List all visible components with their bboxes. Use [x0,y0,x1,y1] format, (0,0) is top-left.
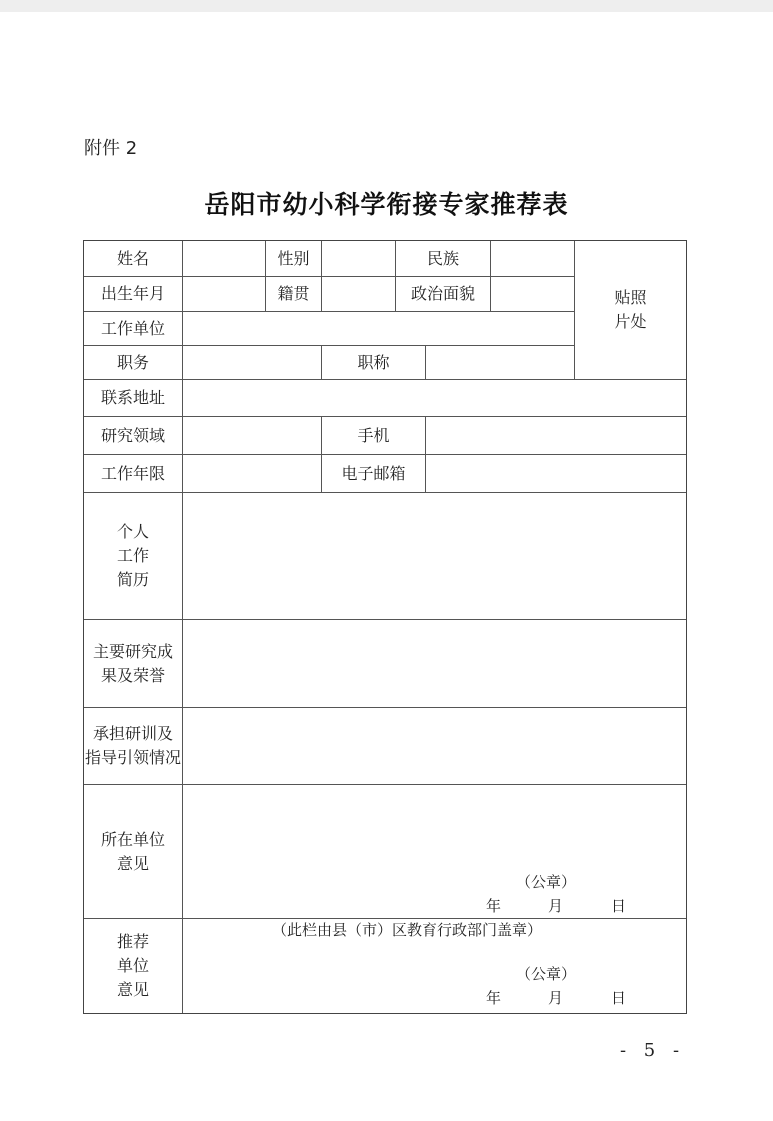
photo-label-line1: 贴照 [614,288,647,307]
label-unit-opinion [84,785,182,918]
work-years-field[interactable] [183,455,321,492]
unit-month-label: 月 [548,897,564,915]
recommend-label-line1: 推荐 [116,932,149,951]
label-gender: 性别 [277,248,310,268]
resume-field[interactable] [183,493,686,619]
label-political-status: 政治面貌 [410,284,475,303]
page-number: - 5 - [620,1040,686,1061]
label-resume [84,493,182,619]
label-training [84,708,182,784]
recommend-seal-label: （公章） [516,965,577,983]
photo-label-line2: 片处 [614,312,647,331]
label-research-field: 研究领域 [100,425,165,445]
label-work-unit: 工作单位 [100,318,165,338]
training-label-line1: 承担研训及 [92,724,173,743]
recommend-label-line2: 单位 [116,956,149,975]
title-rank-field[interactable] [426,346,574,379]
recommend-year-label: 年 [486,989,502,1007]
work-unit-field[interactable] [183,312,574,345]
label-address: 联系地址 [100,388,165,407]
training-field[interactable] [183,708,686,784]
label-title-rank: 职称 [357,352,390,372]
ethnicity-field[interactable] [491,241,574,276]
label-ethnicity: 民族 [426,248,459,268]
recommend-label-line3: 意见 [116,980,149,999]
position-field[interactable] [183,346,321,379]
label-birth: 出生年月 [100,284,165,303]
gender-field[interactable] [322,241,395,276]
photo-placeholder [575,241,686,379]
unit-year-label: 年 [486,897,502,915]
resume-label-line1: 个人 [116,522,149,541]
label-name: 姓名 [116,248,149,268]
name-field[interactable] [183,241,265,276]
label-position: 职务 [116,352,149,372]
label-work-years: 工作年限 [100,463,165,483]
native-place-field[interactable] [322,277,395,311]
attachment-label: 附件 2 [84,138,138,159]
form-title: 岳阳市幼小科学衔接专家推荐表 [204,190,569,219]
mobile-field[interactable] [426,417,686,454]
research-field-input[interactable] [183,417,321,454]
birth-field[interactable] [183,277,265,311]
label-achievements [84,620,182,707]
recommend-note: （此栏由县（市）区教育行政部门盖章） [272,921,543,939]
resume-label-line3: 简历 [116,570,149,589]
recommend-day-label: 日 [611,989,627,1007]
resume-label-line2: 工作 [116,546,149,565]
label-mobile: 手机 [357,425,390,445]
recommendation-form-table [83,240,687,1014]
political-status-field[interactable] [491,277,574,311]
unit-opinion-label-line1: 所在单位 [100,829,165,849]
achievements-field[interactable] [183,620,686,707]
label-recommend-unit [84,919,182,1013]
label-native-place: 籍贯 [277,284,310,303]
email-field[interactable] [426,455,686,492]
achievements-label-line1: 主要研究成 [92,641,173,661]
unit-day-label: 日 [611,897,627,915]
address-field[interactable] [183,380,686,416]
recommend-month-label: 月 [548,989,564,1007]
achievements-label-line2: 果及荣誉 [100,665,165,685]
unit-opinion-label-line2: 意见 [116,853,149,873]
unit-seal-label: （公章） [516,873,577,891]
training-label-line2: 指导引领情况 [84,748,181,767]
label-email: 电子邮箱 [341,463,406,483]
